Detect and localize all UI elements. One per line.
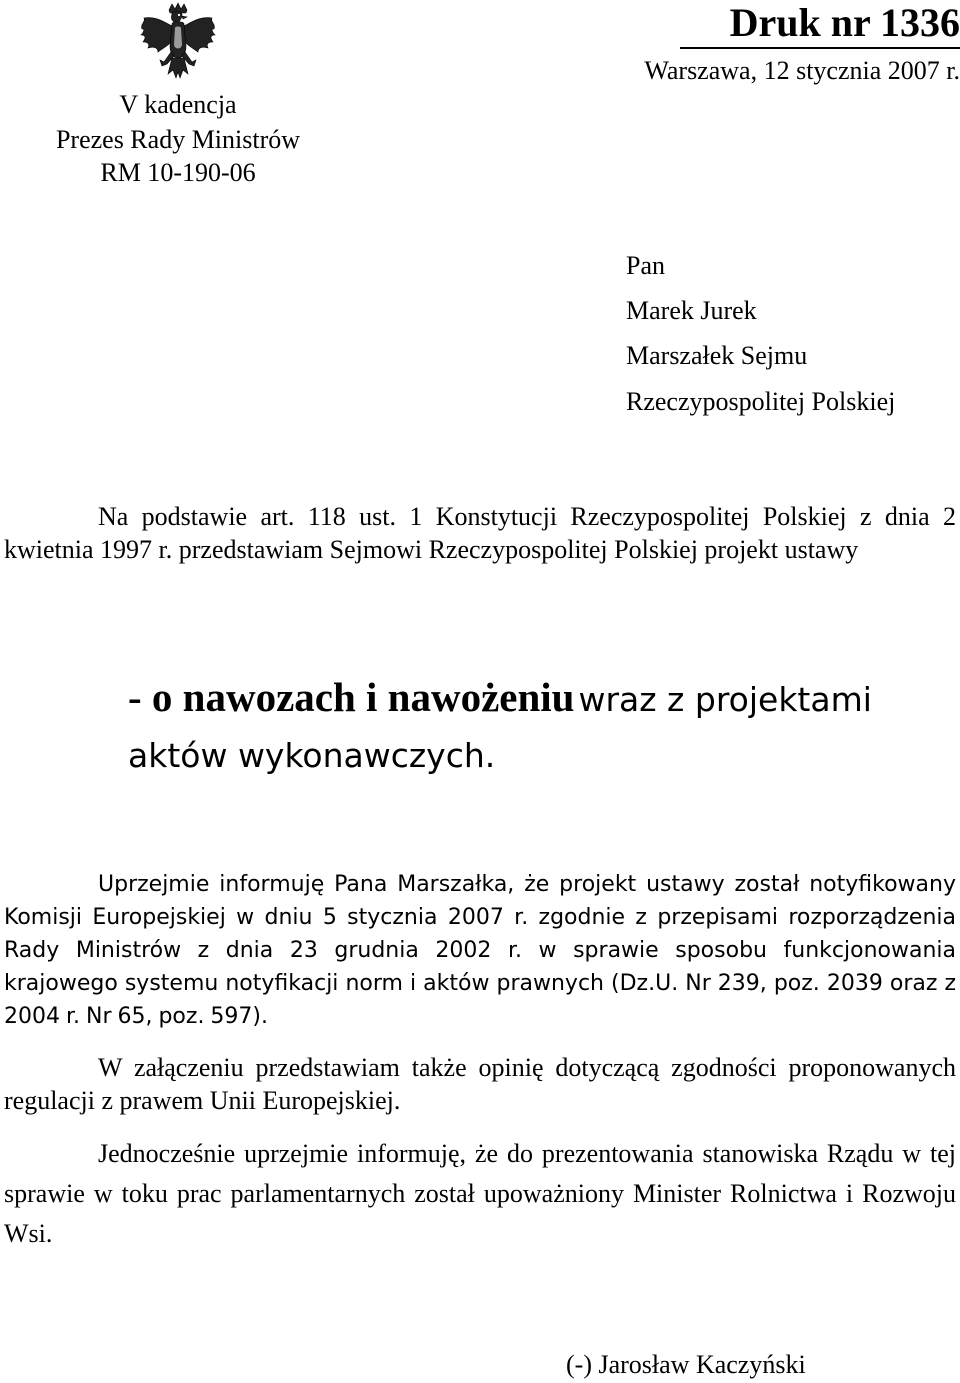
print-number: Druk nr 1336	[729, 0, 960, 45]
intro-paragraph: Na podstawie art. 118 ust. 1 Konstytucji Rzeczypospolitej Polskiej z dnia 2 kwietnia 1997 r. przedstawiam Sejmowi Rzeczypospolitej Polskiej projekt ustawy	[4, 502, 956, 564]
place-date: Warszawa, 12 stycznia 2007 r.	[644, 56, 960, 85]
polish-eagle-emblem-icon	[136, 2, 220, 84]
attachment-paragraph: W załączeniu przedstawiam także opinię dotyczącą zgodności proponowanych regulacji z prawem Unii Europejskiej.	[4, 1053, 956, 1115]
addressee-institution: Rzeczypospolitej Polskiej	[626, 387, 896, 416]
addressee-name: Marek Jurek	[626, 296, 757, 325]
bill-title-continuation: aktów wykonawczych.	[128, 736, 496, 775]
reference-number: RM 10-190-06	[100, 158, 256, 187]
notification-paragraph: Uprzejmie informuję Pana Marszałka, że projekt ustawy został notyfikowany Komisji Europejskiej w dniu 5 stycznia 2007 r. zgodnie z przepisami rozporządzenia Rady Ministrów z dnia 23 grudnia 2002 r. w sprawie sposobu funkcjonowania krajowego systemu notyfikacji norm i aktów prawnych (Dz.U. Nr 239, poz. 2039 oraz z 2004 r. Nr 65, poz. 597).	[4, 872, 956, 1029]
term-label: V kadencja	[119, 90, 237, 119]
addressee-salutation: Pan	[626, 251, 665, 280]
addressee-position: Marszałek Sejmu	[626, 341, 808, 370]
bill-title-main: - o nawozach i nawożeniu	[128, 674, 575, 720]
bill-title	[128, 669, 960, 735]
office-label: Prezes Rady Ministrów	[55, 125, 301, 154]
print-number-underline	[680, 47, 960, 49]
representative-paragraph: Jednocześnie uprzejmie informuję, że do prezentowania stanowiska Rządu w tej sprawie w toku prac parlamentarnych został upoważniony Minister Rolnictwa i Rozwoju Wsi.	[4, 1139, 956, 1248]
signature: (-) Jarosław Kaczyński	[566, 1350, 806, 1379]
bill-title-suffix: wraz z projektami	[578, 680, 872, 719]
